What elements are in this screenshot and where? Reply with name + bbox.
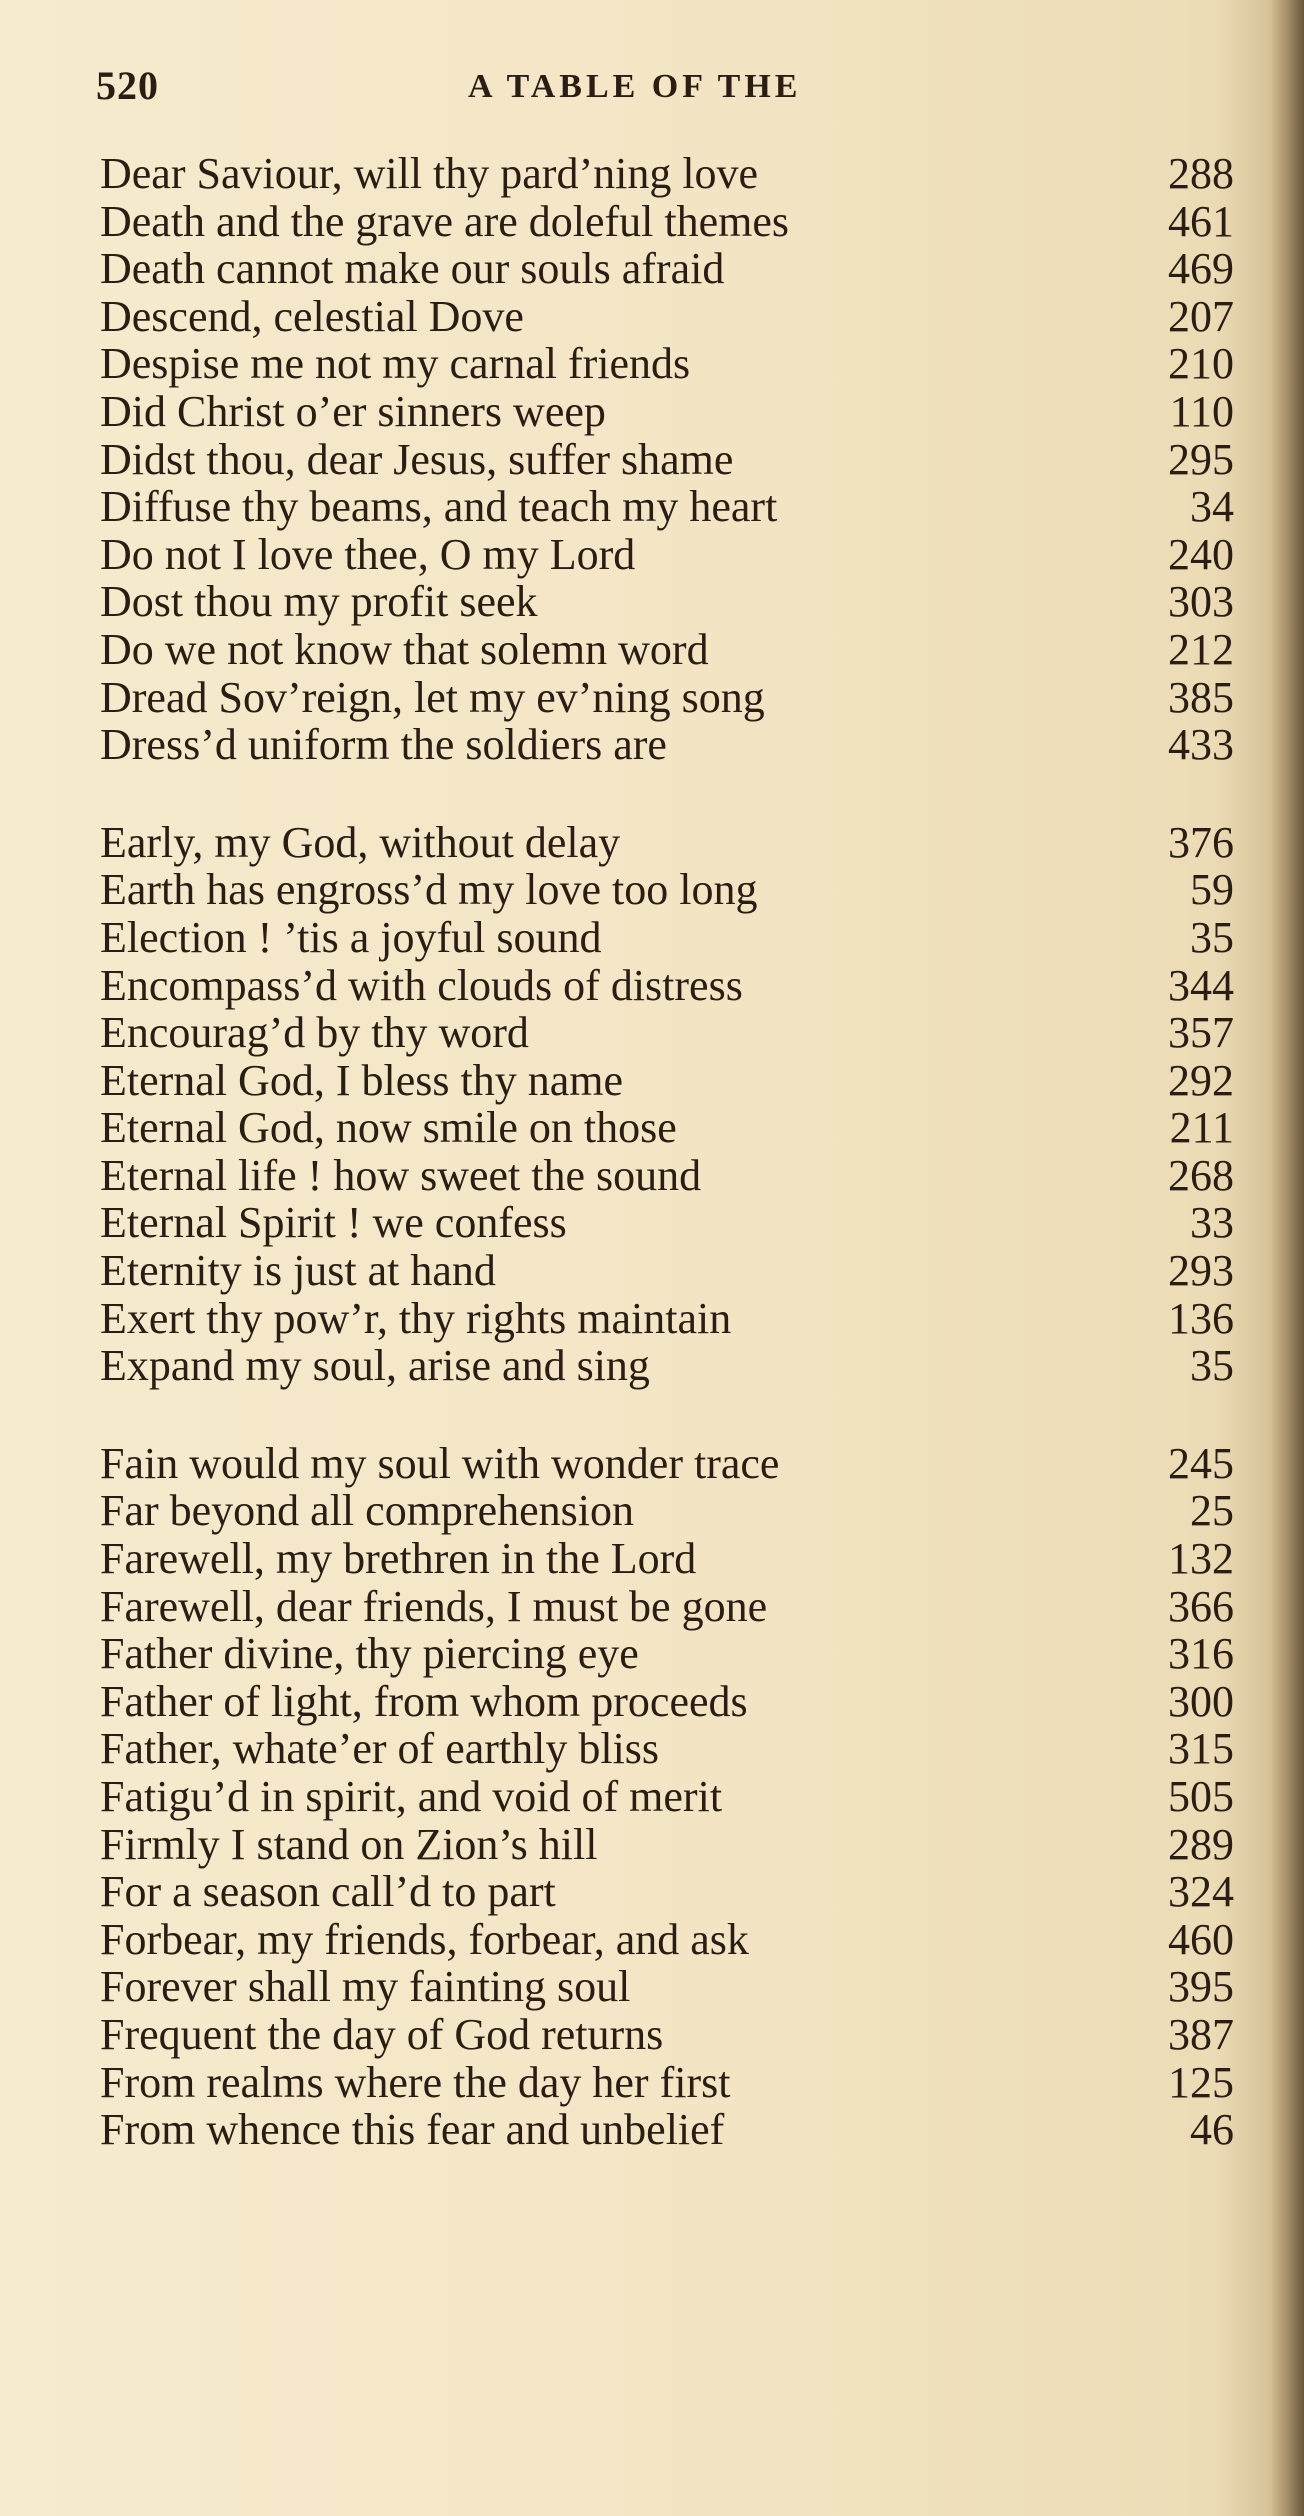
hymn-number: 505 [1168,1772,1234,1821]
index-entry [100,1247,1234,1295]
index-entry [100,721,1234,769]
hymn-number: 344 [1168,960,1234,1010]
index-entry [100,293,1234,341]
hymn-first-line: Diffuse thy beams, and teach my heart [100,482,778,532]
index-entry [100,1678,1234,1726]
hymn-first-line: Frequent the day of God returns [100,2009,664,2059]
hymn-number: 315 [1168,1724,1234,1774]
index-section [100,819,1234,1390]
index-entry [100,1440,1234,1488]
hymn-first-line: Dost thou my profit seek [100,577,538,627]
index-entry [100,388,1234,436]
hymn-first-line: Do we not know that solemn word [100,624,709,674]
index-entry [100,483,1234,531]
index-entry [100,2106,1234,2154]
hymn-first-line: Dear Saviour, will thy pard’ning love [100,149,759,198]
hymn-first-line: Father, whate’er of earthly bliss [100,1724,660,1774]
index-entry [100,1963,1234,2011]
index-entry [100,1487,1234,1535]
running-head: A TABLE OF THE [468,68,802,105]
hymn-number: 33 [1190,1198,1234,1248]
index-entry [100,1152,1234,1200]
hymn-first-line: Far beyond all comprehension [100,1486,634,1536]
index-entry [100,1057,1234,1105]
hymn-number: 211 [1169,1103,1234,1153]
index-entry [100,1868,1234,1916]
hymn-first-line: Earth has engross’d my love too long [100,865,758,915]
hymn-number: 387 [1168,2009,1234,2059]
hymn-number: 125 [1168,2057,1234,2107]
index-entry [100,819,1234,867]
hymn-number: 385 [1168,672,1234,722]
index-entry [100,150,1234,198]
index-entry [100,1821,1234,1869]
index-entry [100,626,1234,674]
index-entry [100,914,1234,962]
hymn-first-line: Expand my soul, arise and sing [100,1341,650,1391]
hymn-number: 461 [1168,196,1234,246]
hymn-number: 295 [1168,434,1234,484]
hymn-first-line: Exert thy pow’r, thy rights maintain [100,1293,732,1343]
hymn-first-line: Farewell, dear friends, I must be gone [100,1581,768,1631]
hymn-first-line: Despise me not my carnal friends [100,339,691,389]
hymn-first-line: Eternal Spirit ! we confess [100,1198,567,1248]
hymn-first-line: Eternal life ! how sweet the sound [100,1150,702,1200]
hymn-first-line: For a season call’d to part [100,1867,556,1917]
hymn-number: 292 [1168,1055,1234,1105]
hymn-number: 460 [1168,1914,1234,1964]
hymn-number: 207 [1168,291,1234,341]
hymn-first-line: Father of light, from whom proceeds [100,1676,748,1726]
page-binding-edge [1270,0,1304,2516]
hymn-first-line: Encompass’d with clouds of distress [100,960,743,1010]
hymn-first-line: From whence this fear and unbelief [100,2105,725,2155]
hymn-first-line: Forbear, my friends, forbear, and ask [100,1914,749,1964]
index-entry [100,1916,1234,1964]
hymn-first-line: Did Christ o’er sinners weep [100,386,606,436]
hymn-number: 316 [1168,1629,1234,1679]
hymn-first-line: Eternal God, I bless thy name [100,1055,623,1105]
hymn-first-line: Farewell, my brethren in the Lord [100,1534,697,1584]
hymn-number: 110 [1169,386,1234,436]
index-entry [100,866,1234,914]
hymn-number: 245 [1168,1438,1234,1488]
index-entry [100,2059,1234,2107]
hymn-number: 376 [1168,817,1234,867]
hymn-number: 59 [1190,865,1234,915]
index-entry [100,1535,1234,1583]
hymn-first-line: Encourag’d by thy word [100,1008,529,1058]
index-entry [100,1009,1234,1057]
hymn-first-line: Firmly I stand on Zion’s hill [100,1819,598,1869]
index-entry [100,198,1234,246]
hymn-first-line: Death cannot make our souls afraid [100,244,725,294]
index-entry [100,1773,1234,1821]
hymn-number: 25 [1190,1486,1234,1536]
index-entry [100,531,1234,579]
hymn-number: 300 [1168,1676,1234,1726]
hymn-first-line: Death and the grave are doleful themes [100,196,790,246]
hymn-number: 324 [1168,1867,1234,1917]
hymn-number: 136 [1168,1293,1234,1343]
index-entry [100,1583,1234,1631]
index-entry [100,1630,1234,1678]
hymn-number: 240 [1168,529,1234,579]
hymn-number: 34 [1190,482,1234,532]
hymn-number: 132 [1168,1534,1234,1584]
index-entry [100,1295,1234,1343]
hymn-number: 395 [1168,1962,1234,2012]
hymn-number: 289 [1168,1819,1234,1869]
hymn-first-line: Father divine, thy piercing eye [100,1629,639,1679]
hymn-first-line: Do not I love thee, O my Lord [100,529,636,579]
index-entry [100,245,1234,293]
hymn-number: 35 [1190,912,1234,962]
hymn-number: 293 [1168,1246,1234,1296]
hymn-number: 210 [1168,339,1234,389]
hymn-first-line: Eternity is just at hand [100,1246,496,1296]
index-section [100,1440,1234,2154]
hymn-first-line: Fatigu’d in spirit, and void of merit [100,1772,723,1821]
hymn-number: 357 [1168,1008,1234,1058]
hymn-first-line: Didst thou, dear Jesus, suffer shame [100,434,734,484]
hymn-number: 288 [1168,149,1234,198]
index-section [100,150,1234,769]
first-line-index [100,150,1234,2154]
hymn-first-line: Eternal God, now smile on those [100,1103,677,1153]
hymn-number: 303 [1168,577,1234,627]
hymn-first-line: Fain would my soul with wonder trace [100,1438,780,1488]
hymn-first-line: Dress’d uniform the soldiers are [100,720,667,770]
hymn-number: 469 [1168,244,1234,294]
hymn-first-line: Early, my God, without delay [100,817,621,867]
hymn-number: 268 [1168,1150,1234,1200]
hymn-first-line: Dread Sov’reign, let my ev’ning song [100,672,765,722]
index-entry [100,1199,1234,1247]
hymn-number: 46 [1190,2105,1234,2155]
hymn-number: 433 [1168,720,1234,770]
index-entry [100,578,1234,626]
index-entry [100,1104,1234,1152]
hymn-number: 366 [1168,1581,1234,1631]
index-entry [100,436,1234,484]
index-entry [100,1342,1234,1390]
page-header [96,62,1216,122]
index-entry [100,962,1234,1010]
hymn-first-line: Election ! ’tis a joyful sound [100,912,602,962]
hymn-first-line: From realms where the day her first [100,2057,731,2107]
page-number: 520 [96,63,159,108]
index-entry [100,674,1234,722]
hymn-number: 212 [1168,624,1234,674]
hymn-number: 35 [1190,1341,1234,1391]
index-entry [100,1725,1234,1773]
index-entry [100,2011,1234,2059]
hymn-first-line: Descend, celestial Dove [100,291,524,341]
hymn-first-line: Forever shall my fainting soul [100,1962,631,2012]
index-entry [100,340,1234,388]
